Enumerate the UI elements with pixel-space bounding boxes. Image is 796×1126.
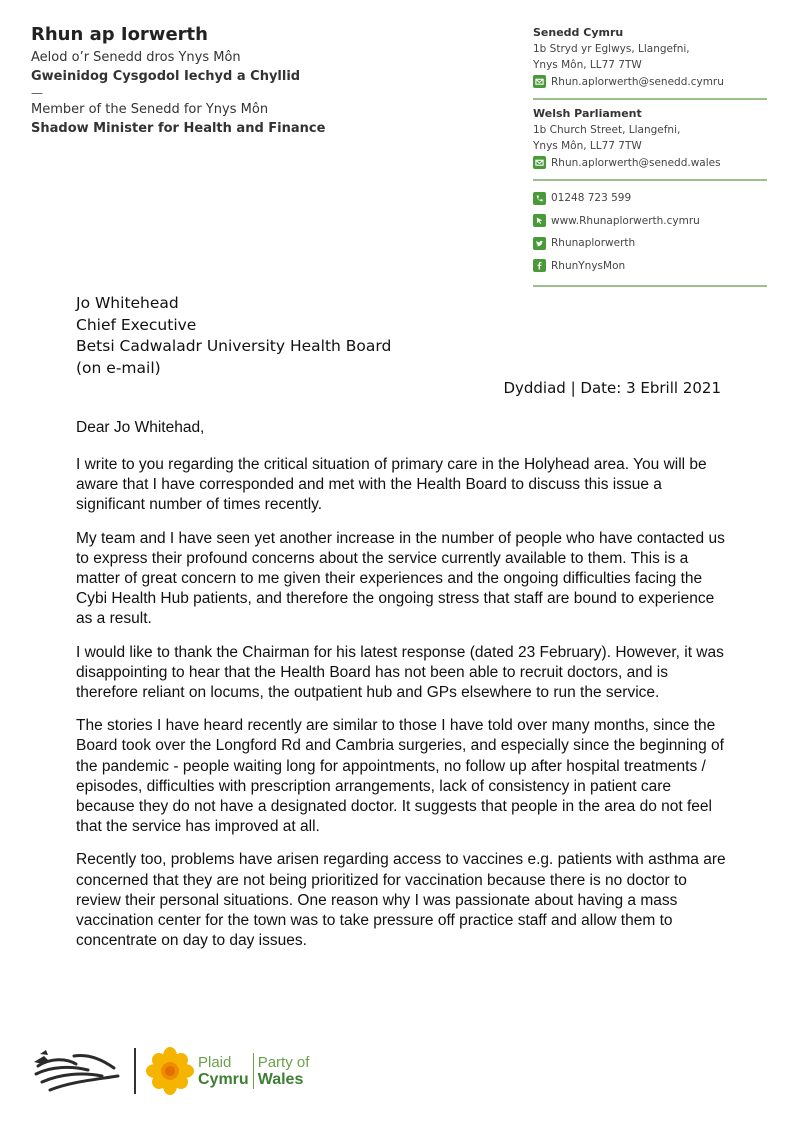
salutation: Dear Jo Whitehad, [76, 419, 205, 436]
senedd-address-line-1: 1b Stryd yr Eglwys, Llangefni, [533, 43, 690, 55]
recipient-name: Jo Whitehead [76, 294, 179, 312]
party-word-party-of: Party of [257, 1054, 310, 1071]
paragraph: I write to you regarding the critical situation of primary care in the Holyhead area. You will be aware that I have corresponded and met with the Health Board to discuss this issue a significant number of times recently. [76, 456, 707, 514]
party-word-cymru: Cymru [198, 1071, 249, 1088]
letter-date: Dyddiad | Date: 3 Ebrill 2021 [503, 379, 721, 397]
sender-title-welsh: Gweinidog Cysgodol Iechyd a Chyllid [31, 69, 301, 84]
phone-row [533, 187, 767, 210]
twitter-icon [533, 237, 546, 250]
party-wordmark [198, 1053, 309, 1089]
social-links [533, 187, 767, 277]
logo-divider [134, 1048, 136, 1094]
recipient-delivery: (on e-mail) [76, 358, 161, 377]
contact-block [533, 25, 767, 293]
sender-title-english: Shadow Minister for Health and Finance [31, 121, 326, 136]
paragraph: Recently too, problems have arisen regarding access to vaccines e.g. patients with asthma are concerned that they are not being prioritized for vaccination because there is no doctor to review their personal situations. One reason why I was passionate about having a mass vaccination center for the town was to take pressure off practice staff and allow them to concentrate on day to day issues. [76, 851, 726, 950]
senedd-dragon-logo [30, 1046, 122, 1096]
phone-number[interactable]: 01248 723 599 [551, 192, 632, 205]
facebook-row [533, 255, 767, 278]
party-word-plaid: Plaid [198, 1054, 232, 1071]
facebook-handle[interactable]: RhunYnysMon [551, 259, 626, 272]
parliament-email-link[interactable]: Rhun.aplorwerth@senedd.wales [551, 156, 721, 169]
email-icon [533, 156, 546, 169]
parliament-address-line-1: 1b Church Street, Llangefni, [533, 124, 681, 136]
recipient-address [76, 293, 391, 379]
letter-body [76, 455, 726, 964]
twitter-row [533, 232, 767, 255]
party-word-wales: Wales [257, 1071, 304, 1088]
contact-separator [533, 179, 767, 181]
facebook-icon [533, 259, 546, 272]
website-link[interactable]: www.Rhunaplorwerth.cymru [551, 214, 700, 227]
paragraph: My team and I have seen yet another increase in the number of people who have contacted us to express their profound concerns about the service currently available to them. This is a matter of great concern to me given their experiences and the ongoing difficulties facing the Cybi Health Hub patients, and therefore the ongoing stress that staff are bound to experience as a result. [76, 529, 725, 628]
contact-separator [533, 98, 767, 100]
party-name-english [258, 1054, 310, 1088]
senedd-address-line-2: Ynys Môn, LL77 7TW [533, 59, 642, 71]
phone-icon [533, 192, 546, 205]
twitter-handle[interactable]: Rhunaplorwerth [551, 237, 636, 250]
daffodil-icon [146, 1047, 194, 1095]
website-row [533, 210, 767, 233]
wordmark-divider [253, 1053, 254, 1089]
senedd-email-row [533, 73, 767, 90]
parliament-address-line-2: Ynys Môn, LL77 7TW [533, 140, 642, 152]
sender-role-english: Member of the Senedd for Ynys Môn [31, 102, 269, 117]
sender-name: Rhun ap Iorwerth [31, 24, 208, 45]
contact-separator [533, 285, 767, 287]
senedd-email-link[interactable]: Rhun.aplorwerth@senedd.cymru [551, 75, 724, 88]
sender-role-welsh: Aelod o’r Senedd dros Ynys Môn [31, 50, 241, 65]
sender-divider: — [31, 86, 43, 100]
senedd-title: Senedd Cymru [533, 26, 624, 39]
paragraph: The stories I have heard recently are similar to those I have told over many months, since the Board took over the Longford Rd and Cambria surgeries, and especially since the beginning of the pandemic - people waiting long for appointments, no follow up after hospital treatments / episodes, difficulties with prescription arrangements, lack of consistency in patient care because they do not have a designated doctor. It suggests that people in the area do not feel that the service has improved at all. [76, 717, 724, 836]
sender-block [31, 22, 325, 138]
footer-logos [30, 1043, 309, 1099]
recipient-organisation: Betsi Cadwaladr University Health Board [76, 337, 392, 355]
email-icon [533, 75, 546, 88]
parliament-title: Welsh Parliament [533, 107, 642, 120]
cursor-icon [533, 214, 546, 227]
paragraph: I would like to thank the Chairman for his latest response (dated 23 February). However, it was disappointing to hear that the Health Board has not been able to recruit doctors, and is therefore reliant on locums, the outpatient hub and GPs elsewhere to run the service. [76, 643, 724, 702]
parliament-email-row [533, 154, 767, 171]
party-name-welsh [198, 1054, 249, 1088]
recipient-position: Chief Executive [76, 315, 197, 334]
